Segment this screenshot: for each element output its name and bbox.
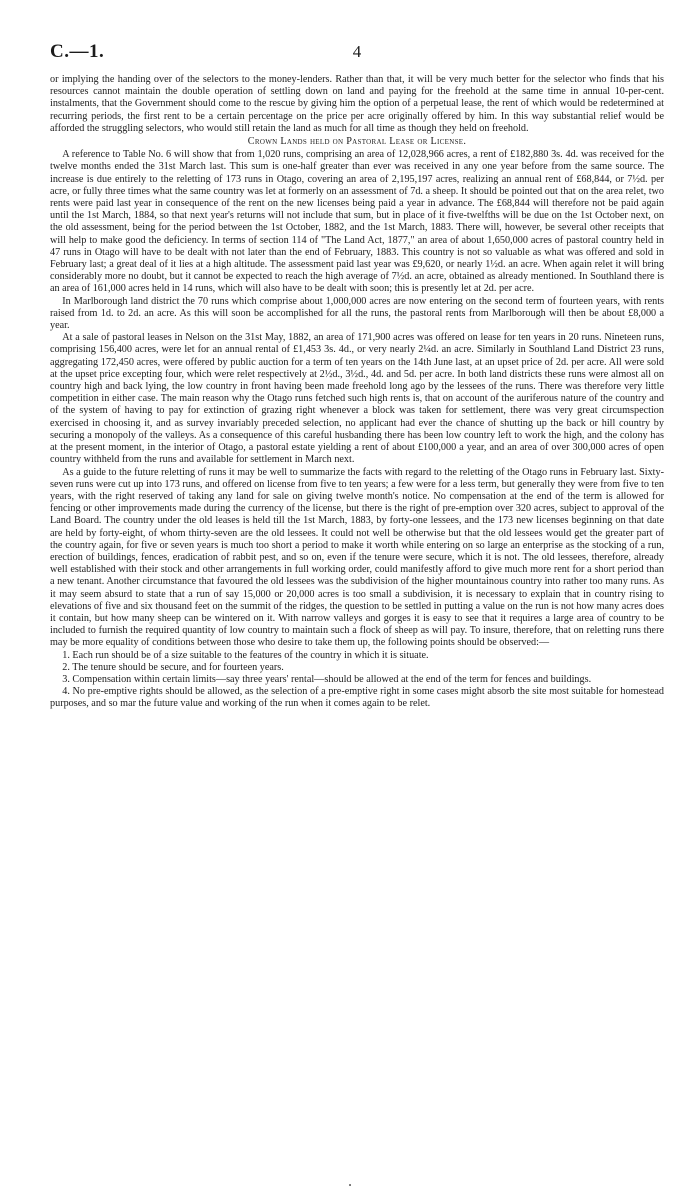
recommendation-list: [50, 650, 664, 711]
list-item: 1. Each run should be of a size suitable to the features of the country in which it is situate.: [62, 649, 429, 661]
list-item: 2. The tenure should be secure, and for fourteen years.: [62, 661, 284, 673]
section-heading: Crown Lands held on Pastoral Lease or License.: [247, 136, 467, 148]
page-header: [50, 40, 664, 74]
paragraph-marlborough: In Marlborough land district the 70 runs which comprise about 1,000,000 acres are now entering on the second term of fourteen years, with rents raised from 1d. to 2d. an acre. As this will soon be accomplished for all the runs, the pastoral rents from Marlborough will then be about £8,000 a year.: [50, 295, 664, 332]
list-item: 4. No pre-emptive rights should be allowed, as the selection of a pre-emptive right in some cases might absorb the site most suitable for homestead purposes, and so mar the future value and working of the run when it comes again to be relet.: [50, 686, 664, 710]
document-body: [50, 74, 664, 711]
paragraph-reletting-guide: As a guide to the future reletting of runs it may be well to summarize the facts with regard to the reletting of the Otago runs in February last. Sixty-seven runs were cut up into 173 runs, and offered on license from five to ten years; a few were for a less term, but generally they were from five to ten years, with the right reserved of taking any land for sale on giving twelve month's notice. No compensation at the end of the term is allowed for fencing or other improvements made during the currency of the license, but there is the right of pre-emption over 320 acres, subject to approval of the Land Board. The country under the old leases is held till the 1st March, 1883, by forty-one lessees, and the 173 new licenses beginning on that date are held by forty-eight, of whom thirty-seven are the old lessees. It could not well be otherwise but that the old lessees would get the greater part of the country again, for five or seven years is much too short a period to make it worth while entering on so large an enterprise as the stocking of a run, erection of buildings, fences, eradication of rabbit pest, and so on, even if the tenure were secure, which it is not. The old lessees, therefore, already well established with their stock and other arrangements in full working order, could manifestly afford to give much more rent for a short period than a new tenant. Another circumstance that favoured the old lessees was the subdivision of the higher mountainous country into rather too many runs. As it may seem absurd to state that a run of say 15,000 or 20,000 acres is too small a subdivision, it is necessary to explain that in country rising to elevations of five and six thousand feet on the summit of the ridges, the question to be settled in putting a value on the run is not how many acres does it contain, but how many sheep can be wintered on it. With narrow valleys and gorges it is easy to see that it requires a large area of country to be included to furnish the required quantity of low country to maintain such a flock of sheep as will pay. To insure, therefore, that on reletting runs there may be more equality of conditions between those who desire to take them up, the following points should be observed:—: [50, 466, 664, 649]
list-item: 3. Compensation within certain limits—say three years' rental—should be allowed at the end of the term for fences and buildings.: [62, 673, 592, 685]
page-number: 4: [352, 42, 362, 61]
paragraph-continuation: or implying the handing over of the selectors to the money-lenders. Rather than that, it will be very much better for the selector who finds that his resources cannot maintain the double operation of settling down on land and paying for the freehold at the same time in annual 10-per-cent. instalments, that the Government should come to the rescue by giving him the option of a perpetual lease, the rent of which would be redetermined at recurring periods, the first rent to be a certain percentage on the price per acre originally offered by him. In this way substantial relief would be afforded the struggling selectors, who would still retain the land as much for all time as though they held on freehold.: [50, 74, 664, 134]
paper-reference: C.—1.: [50, 41, 105, 62]
paragraph-nelson-southland: At a sale of pastoral leases in Nelson on the 31st May, 1882, an area of 171,900 acres was offered on lease for ten years in 20 runs. Nineteen runs, comprising 156,400 acres, were let for an annual rental of £1,453 3s. 4d., or very nearly 2¼d. an acre. Similarly in Southland Land District 23 runs, aggregating 172,450 acres, were offered by public auction for a term of ten years on the 14th June last, at an upset price of 2d. per acre. All were sold at the upset price excepting four, which were relet respectively at 2½d., 3½d., 4d. and 5d. per acre. In both land districts these runs were almost all on country high and back lying, the low country in front having been made freehold long ago by the lessees of the runs. There was therefore very little competition in either case. The main reason why the Otago runs fetched such high rents is, that on account of the auriferous nature of the country and of the system of having to pay for extinction of grazing right whenever a block was taken for settlement, there was very great circumspection exercised in choosing it, and as survey invariably preceded selection, no applicant had ever the chance of shutting up the back or hill country by securing a monopoly of the valleys. As a consequence of this careful husbanding there has been low country left to work the high, and the colony has at the present moment, in the interior of Otago, a pastoral estate yielding a rent of about £100,000 a year, and an area of over 300,000 acres of open country withheld from the runs and available for settlement in March next.: [50, 332, 664, 466]
footer-mark: •: [348, 1181, 352, 1190]
paragraph-table-6: A reference to Table No. 6 will show that from 1,020 runs, comprising an area of 12,028,966 acres, a rent of £182,880 3s. 4d. was received for the twelve months ended the 31st March last. This sum is one-half greater than ever was received in any one year before from the same source. The increase is due entirely to the reletting of 173 runs in Otago, covering an area of 2,195,197 acres, realizing an annual rent of £68,844, or 7½d. per acre, or fully three times what the same country was let at formerly on an assessment of 7d. a sheep. It should be pointed out that on the area relet, two rents were paid last year in consequence of the rent on the new licenses being paid a year in advance. The £68,844 will therefore not be paid again until the 1st March, 1884, so that next year's returns will not include that sum, but in place of it five-twelfths will be due on the 1st October next, on the old assessment, being for the period between the 1st October, 1882, and the 1st March, 1883. There will, however, be several other receipts that will help to make good the deficiency. In terms of section 114 of "The Land Act, 1877," an area of about 1,650,000 acres of pastoral country held in 47 runs in Otago will have to be dealt with not later than the end of February, 1883. This country is not so valuable as what was offered and sold in February last; a great deal of it lies at a high altitude. The assessment paid last year was £9,620, or nearly 1½d. an acre. When again relet it will bring considerably more no doubt, but it cannot be expected to reach the high average of 7½d. an acre, obtained as already mentioned. In Southland there is an area of 161,000 acres held in 14 runs, which will also have to be dealt with soon; this is presently let at 2d. per acre.: [50, 149, 664, 295]
